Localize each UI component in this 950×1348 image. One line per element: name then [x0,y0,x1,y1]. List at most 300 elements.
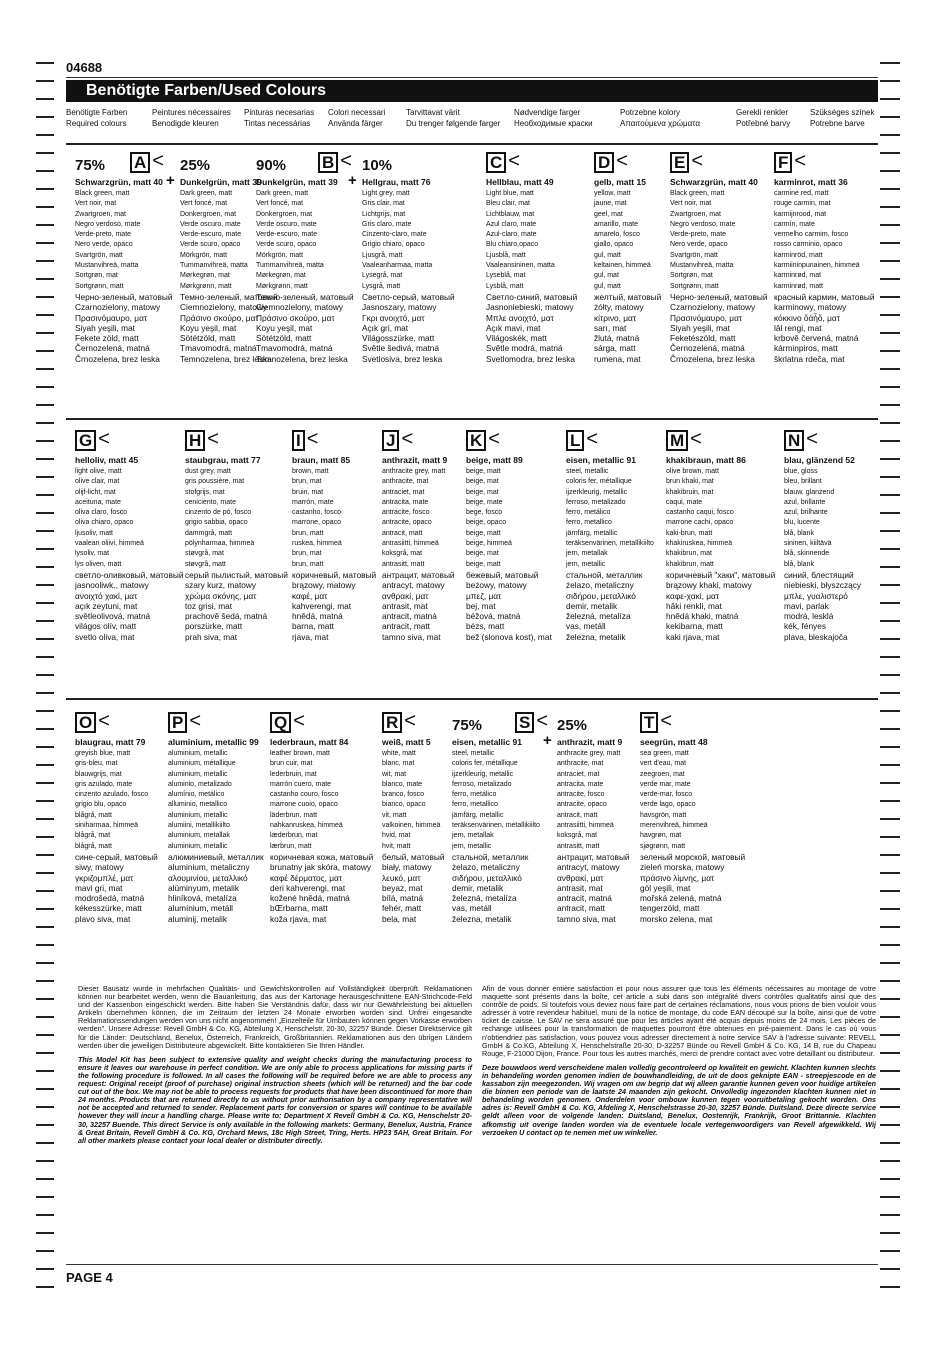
color-translation-list [557,749,667,924]
margin-tick [880,1052,900,1054]
color-translation: σιδήρου, μεταλλικό [452,872,522,883]
color-translation: Tummanvihreä, matta [180,262,248,270]
color-code-label: P [168,712,187,733]
color-translation: Verde-escuro, mate [256,231,318,239]
color-block [256,152,476,174]
color-translation: tamno siva, mat [382,631,441,642]
color-translation: Cinzento-claro, mate [362,231,427,239]
margin-tick [36,314,54,316]
color-code-label: K [466,430,486,451]
color-name: aluminium, metallic 99 [168,737,259,747]
color-translation: vermelho carmim, fosco [774,231,849,239]
color-name: Dunkelgrün, matt 39 [180,177,262,187]
color-translation: anthracite grey, matt [557,750,621,757]
color-translation: antraciet, mat [382,488,425,496]
color-translation: Vaaleansininen, matta [486,262,555,270]
margin-tick [36,206,54,208]
color-name: blaugrau, matt 79 [75,737,146,747]
color-header [130,152,164,173]
color-translation: žlutá, matná [594,333,640,344]
color-translation: toz grisi, mat [185,600,233,611]
plus-icon: + [543,732,552,749]
margin-tick [36,170,54,172]
margin-tick [36,998,54,1000]
color-translation: алюминиевый, металлик [168,851,264,862]
margin-tick [36,548,54,550]
color-translation: alüminyum, metalik [168,882,240,893]
color-translation: Verde oscuro, mate [256,220,317,228]
margin-tick [36,908,54,910]
color-header [784,430,896,452]
color-translation: alluminio, metallico [168,801,228,809]
margin-tick [880,80,900,82]
margin-tick [36,1160,54,1162]
color-translation: синий, блестящий [784,569,854,580]
color-translation: Sortgrøn, mat [75,272,118,280]
color-translation: bruin, mat [292,488,324,496]
color-translation: stofgrijs, mat [185,488,225,496]
color-translation: antracite, opaco [382,519,432,527]
color-translation: demir, metalik [566,600,618,611]
color-translation: Mørkgrønn, matt [180,282,232,290]
margin-tick [36,962,54,964]
color-translation: blauw, glanzend [784,488,835,496]
color-translation: amarelo, fosco [594,231,640,239]
color-translation: антрацит, матовый [557,851,630,862]
translation-text: Colori necessari [328,108,386,117]
color-translation: sea green, matt [640,750,689,757]
color-translation: cinzento azulado, fosco [75,791,149,799]
color-translation: ανθρακί, ματ [557,872,604,883]
color-translation: porszürke, matt [185,621,243,632]
color-translation: lâl rengi, mat [774,322,822,333]
color-translation: Mörkgrön, matt [256,251,304,259]
margin-tick [36,764,54,766]
color-translation-list [784,467,896,642]
color-translation: rouge carmin, mat [774,200,831,208]
color-translation: Svartgrön, matt [670,251,718,259]
color-translation: сине-серый, матовый [75,851,158,862]
color-translation: khakibrun, matt [666,560,714,568]
color-translation: Siyah yeşili, mat [75,322,135,333]
color-translation: light olive, matt [75,468,122,475]
color-header [318,152,352,173]
color-translation: beige, mate [466,498,503,506]
color-translation: aluminium, metallak [168,832,230,840]
color-translation: antrasitt, matt [382,560,425,568]
margin-tick [36,782,54,784]
color-translation: Zwartgroen, mat [75,210,126,218]
color-name: eisen, metallic 91 [452,737,522,747]
color-translation: μπλε, γυαλιστερό [784,590,848,601]
color-translation: læderbrun, mat [270,832,318,840]
color-translation: Tummanvihreä, matta [256,262,324,270]
margin-tick [880,962,900,964]
color-translation: plavo siva, mat [75,913,131,924]
color-translation: mavi, parlak [784,600,829,611]
color-translation: hliníková, metalíza [168,893,237,904]
color-translation: gris poussière, mat [185,478,245,486]
color-translation: white, matt [382,750,416,757]
color-translation: hvit, matt [382,842,411,850]
margin-tick [36,1214,54,1216]
pointer-arrow-icon: < [404,710,416,732]
color-translation: ceniciento, mate [185,498,236,506]
color-translation: vert d'eau, mat [640,760,687,768]
color-translation: aluminio, metalizado [168,780,232,788]
margin-tick [36,368,54,370]
color-header [515,712,548,733]
color-translation: Světle modrá, matná [486,343,563,354]
color-translation: Mørkegrøn, mat [180,272,230,280]
color-translation: karminrød, matt [774,282,824,290]
color-translation: dust grey, matt [185,468,231,475]
color-translation: antrasit, mat [557,882,603,893]
color-translation: wit, mat [382,770,407,778]
color-translation: серый пылистый, матовый [185,569,288,580]
color-translation: beige, mat [466,488,499,496]
color-translation: Vert foncé, mat [180,200,228,208]
color-code-label: L [566,430,584,451]
color-translation: Azul-claro, mate [486,231,537,239]
margin-tick [880,134,900,136]
mix-percentage: 75% [452,717,483,734]
color-translation: anthracite, mat [557,760,604,768]
color-translation: hnědá khaki, matná [666,611,739,622]
color-block [452,734,562,924]
color-translation: Black green, matt [75,190,130,197]
color-translation: Dark green, matt [256,190,309,197]
color-translation: valkoinen, himmeä [382,822,441,830]
color-translation: tengerzöld, matt [640,903,700,914]
margin-tick [880,1160,900,1162]
margin-tick [36,584,54,586]
color-translation: Sortgrønn, matt [670,282,719,290]
color-translation: antracyt, matowy [557,862,620,873]
color-translation: Feketészöld, matt [670,333,736,344]
translation-text: Required colours [66,119,127,128]
header-rule [66,77,878,78]
color-translation: demir, metalik [452,882,504,893]
color-translation: Light blue, matt [486,190,534,197]
margin-tick [36,242,54,244]
color-translation: Tmavomodrá, matná [180,343,257,354]
color-translation: deri kahverengi, mat [270,882,346,893]
pointer-arrow-icon: < [586,428,599,450]
color-translation: gul, matt [594,251,621,259]
color-translation: желтый, матовый [594,291,662,302]
color-name: anthrazit, matt 9 [382,455,448,465]
color-translation: lærbrun, matt [270,842,312,850]
color-translation: Πρασινόμαυρο, ματ [75,312,148,323]
margin-tick [880,98,900,100]
color-translation: oliva claro, fosco [75,509,128,517]
color-translation: støvgrå, matt [185,560,226,568]
color-block [75,174,185,364]
color-translation: antracit, matná [557,893,612,904]
margin-tick [36,1232,54,1234]
color-translation: Grigio chiaro, opaco [362,241,425,249]
mix-percentage: 25% [180,157,211,174]
color-translation: καφέ δέρματος, ματ [270,872,343,883]
margin-tick [36,980,54,982]
color-translation: antracit, matt [382,621,430,632]
color-translation: coloris fer, métallique [452,760,518,768]
color-translation: Temnozelena, brez leska [180,353,272,364]
color-code-label: T [640,712,658,733]
margin-tick [880,1286,900,1288]
color-name: helloliv, matt 45 [75,455,139,465]
color-block [256,174,366,364]
margin-tick [880,728,900,730]
color-translation-list [452,749,562,924]
margin-tick [36,296,54,298]
color-translation: grigio sabbia, opaco [185,519,248,527]
color-translation: blanc, mat [382,760,415,768]
translation-text: Potrzebne kolory [620,108,681,117]
color-code-label: E [670,152,689,173]
color-translation: azul, brillante [784,498,826,506]
color-code-label: C [486,152,506,173]
margin-tick [36,692,54,694]
color-code-label: M [666,430,688,451]
color-translation: brązowy khaki, matowy [666,580,752,591]
margin-tick [36,422,54,424]
color-block [185,430,297,642]
color-translation: brun, matt [292,560,324,568]
color-translation: morsko zelena, mat [640,913,713,924]
margin-tick [36,1286,54,1288]
color-translation: Bleu clair, mat [486,200,530,208]
color-translation: havgrøn, mat [640,832,682,840]
color-block [270,712,382,924]
margin-tick [880,1124,900,1126]
color-translation-list [666,467,778,642]
translation-cell [514,107,593,129]
color-translation: Jasnoniebieski, matowy [486,302,574,313]
color-translation: brun, mat [292,478,322,486]
pointer-arrow-icon: < [660,710,673,732]
color-translation: világos olív, matt [75,621,137,632]
color-translation: Γκρι ανοιχτό, ματ [362,312,425,323]
margin-tick [36,1070,54,1072]
color-name: blau, glänzend 52 [784,455,855,465]
color-translation: Verde scuro, opaco [180,241,241,249]
color-translation: prah siva, mat [185,631,238,642]
margin-tick [880,674,900,676]
margin-tick [36,1250,54,1252]
color-translation: nahkanruskea, himmeä [270,822,343,830]
color-translation: steel, metallic [452,750,495,757]
pointer-arrow-icon: < [536,710,549,732]
color-translation: bílá, matná [382,893,424,904]
color-translation: sjøgrønn, matt [640,842,686,850]
margin-tick [36,854,54,856]
translation-text: Potrebne barve [810,119,865,128]
margin-tick [36,620,54,622]
color-translation: antracite, opaco [557,801,607,809]
margin-tick [880,764,900,766]
color-translation: Czarnozielony, matowy [75,302,161,313]
color-translation: σιδήρου, μεταλλικό [566,590,636,601]
color-code-label: J [382,430,399,451]
color-translation: szary kurz, matowy [185,580,256,591]
color-translation: κόκκινο ὄάἧὄ, ματ [774,312,840,323]
color-name: lederbraun, matt 84 [270,737,349,747]
color-translation: aluminium, metallic [168,770,228,778]
color-translation: aceituna, mate [75,498,121,506]
color-translation: jern, metallic [566,560,606,568]
color-translation: ferro, metallico [566,519,612,527]
color-translation: Μπλε ανοιχτό, ματ [486,312,554,323]
color-translation: antracit, matná [382,611,437,622]
color-translation: Lyseblå, mat [486,272,526,280]
color-translation: aluminium, metallic [168,750,228,757]
margin-tick [36,98,54,100]
color-translation: Açık gri, mat [362,322,409,333]
color-translation: Verde-preto, mate [670,231,727,239]
margin-tick [36,926,54,928]
color-translation: gul, matt [594,282,621,290]
color-translation: olive brown, matt [666,468,719,475]
color-translation: grigio blu, opaco [75,801,127,809]
color-translation: leather brown, matt [270,750,330,757]
color-translation: koksgrå, mat [382,550,423,558]
margin-tick [880,1232,900,1234]
color-translation: mořská zelená, matná [640,893,722,904]
color-translation-list [670,189,782,364]
color-translation: brun khaki, mat [666,478,714,486]
color-translation: Világoskék, matt [486,333,547,344]
color-translation: bej, mat [466,600,496,611]
color-translation: Светло-синий, матовый [486,291,578,302]
color-translation: greyish blue, matt [75,750,131,757]
color-translation: kaki rjava, mat [666,631,720,642]
color-translation: Negro verdoso, mate [75,220,141,228]
pointer-arrow-icon: < [152,150,164,172]
color-translation: hnědá, matná [292,611,343,622]
color-translation: tamno siva, mat [557,913,616,924]
color-translation: коричневая кожа, матовый [270,851,374,862]
color-translation: antracit, matt [557,903,605,914]
color-translation: krbově červená, matná [774,333,859,344]
margin-tick [36,710,54,712]
color-translation: beige, himmeä [466,540,512,548]
color-translation: castanho couro, fosco [270,791,339,799]
color-name: khakibraun, matt 86 [666,455,746,465]
margin-tick [880,980,900,982]
color-translation: olive clair, mat [75,478,120,486]
translation-text: Tintas necessárias [244,119,311,128]
margin-tick [880,1106,900,1108]
pointer-arrow-icon: < [691,150,704,172]
color-translation: vas, metáll [566,621,606,632]
color-translation: Lysblå, matt [486,282,524,290]
color-translation: brun cuir, mat [270,760,313,768]
color-translation: blue, gloss [784,468,818,475]
color-block [784,430,896,642]
color-translation: Sortgrøn, mat [670,272,713,280]
margin-tick [880,62,900,64]
color-block [774,152,886,364]
color-name: Dunkelgrün, matt 39 [256,177,338,187]
color-translation: antracita, mate [557,780,604,788]
color-translation: Černozelená, matná [670,343,745,354]
color-translation: jern, metallak [452,832,494,840]
margin-tick [880,1088,900,1090]
color-translation: oliva chiaro, opaco [75,519,134,527]
color-translation: kožené hnědá, matná [270,893,350,904]
color-translation: Jasnoszary, matowy [362,302,437,313]
margin-tick [880,908,900,910]
color-code-label: G [75,430,96,451]
color-translation: kaki-brun, matt [666,529,713,537]
color-code-label: H [185,430,205,451]
margin-tick [36,1268,54,1270]
color-translation: aluminium, métallique [168,760,236,768]
margin-tick [36,1196,54,1198]
color-code-label: N [784,430,804,451]
color-translation: Blu chiaro,opaco [486,241,539,249]
color-translation-list [774,189,886,364]
section-divider [66,143,878,145]
color-translation: karmiininpunainen, himmeä [774,262,860,270]
color-header [566,430,678,452]
color-translation: olijf-licht, mat [75,488,116,496]
margin-tick [880,890,900,892]
color-translation: beige, matt [466,468,501,475]
margin-tick [880,998,900,1000]
color-translation: železna, metalik [566,631,626,642]
color-translation: blauwgrijs, mat [75,770,122,778]
section-divider [66,418,878,420]
color-translation: Vaaleanharmaa, matta [362,262,433,270]
margin-tick [880,926,900,928]
legal-fr: Afin de vous donner entière satisfaction et pour nous assurer que tous les éléments nécessaires au montage de votre maquette sont présents dans la boîte, cet article a subi dans son intégralité divers contrôles qualitatifs ainsi que des contrôle de poids. Si toutefois vous deviez nous faire part de certaines réclamations, nous vous prions de bien vouloir vous adresser à votre revendeur habituel, muni de la notice de montage, du code EAN découpé sur la boîte, ainsi que de votre ticket de caisse. Le SAV ne sera assuré que pour les articles ayant été acquis depuis moins de 24 mois. Les pièces de rechange utilisées pour la transformation de maquettes pourront être obtenues en pré-paiement. Dans le cas où vous n'obtiendriez pas satisfaction, vous pouvez vous adresser directement à notre service SAV à l'adresse suivante: REVELL GmbH & Co.KG, Abteilung X, Henschelstraße 20-30, D-32257 Bünde ou Revell GmbH & Co. KG, 14 B, rue du Chapeau Rouge, F-21000 Dijon, France. Pour tous les autres marchés, merci de prendre contact avec votre detaillant ou distributeur. [482,984,876,1058]
color-translation: blanco, mate [382,780,423,788]
color-translation: λευκό, ματ [382,872,421,883]
color-translation: beyaz, mat [382,882,423,893]
color-translation: Lichtblauw, mat [486,210,535,218]
color-translation: cinzento de pó, fosco [185,509,252,517]
color-translation: béžová, matná [466,611,521,622]
color-translation: Темно-зеленый, матовый [256,291,354,302]
margin-tick [36,1052,54,1054]
color-translation: beige, matt [466,560,501,568]
color-translation: Verde oscuro, mate [180,220,241,228]
color-name: Schwarzgrün, matt 40 [670,177,758,187]
margin-tick [880,854,900,856]
color-translation: Lysegrå, mat [362,272,403,280]
translation-text: Använda färger [328,119,383,128]
color-translation: Gris claro, mate [362,220,412,228]
color-translation: Donkergroen, mat [256,210,313,218]
color-translation: karminrød, mat [774,272,822,280]
color-translation: gul, mat [594,272,619,280]
translation-text: Gerekli renkler [736,108,789,117]
color-translation-list [466,467,578,642]
color-translation: kékesszürke, matt [75,903,142,914]
margin-tick [36,1088,54,1090]
pointer-arrow-icon: < [794,150,807,172]
color-translation: aluminium, metallic [168,811,228,819]
color-translation: Világosszürke, matt [362,333,435,344]
color-translation-list [168,749,280,924]
translation-text: Potřebné barvy [736,119,791,128]
margin-tick [880,746,900,748]
translation-text: Peintures nécessaires [152,108,231,117]
margin-tick [36,602,54,604]
